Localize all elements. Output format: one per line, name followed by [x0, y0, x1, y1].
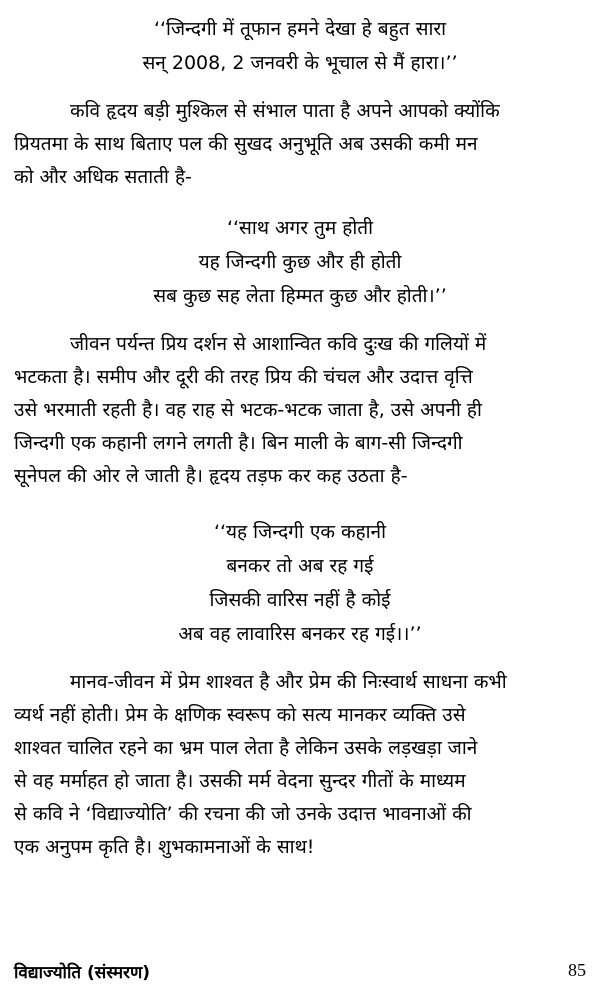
verse-line: अब वह लावारिस बनकर रह गई।।’’	[178, 623, 422, 645]
paragraph-3	[0, 666, 600, 864]
verse-line: यह जिन्दगी कुछ और ही होती	[198, 251, 402, 273]
paragraph-line: शाश्वत चालित रहने का भ्रम पाल लेता है लेकिन उसके लड़खड़ा जाने	[14, 737, 478, 759]
verse-block-1	[0, 12, 600, 80]
page-footer	[14, 960, 586, 990]
verse-line: सब कुछ सह लेता हिम्मत कुछ और होती।’’	[153, 285, 447, 307]
book-title: विद्याज्योति (संस्मरण)	[14, 963, 151, 983]
paragraph-line: उसे भरमाती रहती है। वह राह से भटक-भटक जाता है, उसे अपनी ही	[14, 399, 482, 421]
paragraph-line: से वह मर्माहत हो जाता है। उसकी मर्म वेदना सुन्दर गीतों के माध्यम	[14, 770, 466, 792]
page-number: 85	[568, 960, 586, 980]
paragraph-line: सूनेपल की ओर ले जाती है। हृदय तड़फ कर कह उठता है-	[14, 465, 408, 487]
paragraph-line: जीवन पर्यन्त प्रिय दर्शन से आशान्वित कवि दुःख की गलियों में	[70, 333, 487, 355]
paragraph-line: भटकता है। समीप और दूरी की तरह प्रिय की चंचल और उदात्त वृत्ति	[14, 366, 473, 388]
paragraph-line: प्रियतमा के साथ बिताए पल की सुखद अनुभूति अब उसकी कमी मन	[14, 133, 478, 155]
verse-block-2	[0, 211, 600, 313]
verse-line: ‘‘जिन्दगी में तूफान हमने देखा हे बहुत सारा	[153, 18, 447, 40]
paragraph-2	[0, 328, 600, 493]
paragraph-line: से कवि ने ‘विद्याज्योति’ की रचना की जो उनके उदात्त भावनाओं की	[14, 803, 472, 825]
verse-line: बनकर तो अब रह गई	[226, 555, 374, 577]
paragraph-1	[0, 95, 600, 194]
paragraph-line: जिन्दगी एक कहानी लगने लगती है। बिन माली के बाग-सी जिन्दगी	[14, 432, 463, 454]
verse-block-3	[0, 515, 600, 651]
verse-line: जिसकी वारिस नहीं है कोई	[209, 589, 391, 611]
verse-line: ‘‘यह जिन्दगी एक कहानी	[213, 521, 387, 543]
paragraph-line: व्यर्थ नहीं होती। प्रेम के क्षणिक स्वरूप को सत्य मानकर व्यक्ति उसे	[14, 704, 466, 726]
paragraph-line: को और अधिक सताती है-	[14, 166, 192, 188]
verse-line: सन् 2008, 2 जनवरी के भूचाल से मैं हारा।’’	[142, 52, 458, 74]
verse-line: ‘‘साथ अगर तुम होती	[226, 217, 374, 239]
paragraph-line: मानव-जीवन में प्रेम शाश्वत है और प्रेम की निःस्वार्थ साधना कभी	[70, 671, 507, 693]
paragraph-line: कवि हृदय बड़ी मुश्किल से संभाल पाता है अपने आपको क्योंकि	[70, 100, 500, 122]
paragraph-line: एक अनुपम कृति है। शुभकामनाओं के साथ!	[14, 836, 315, 858]
